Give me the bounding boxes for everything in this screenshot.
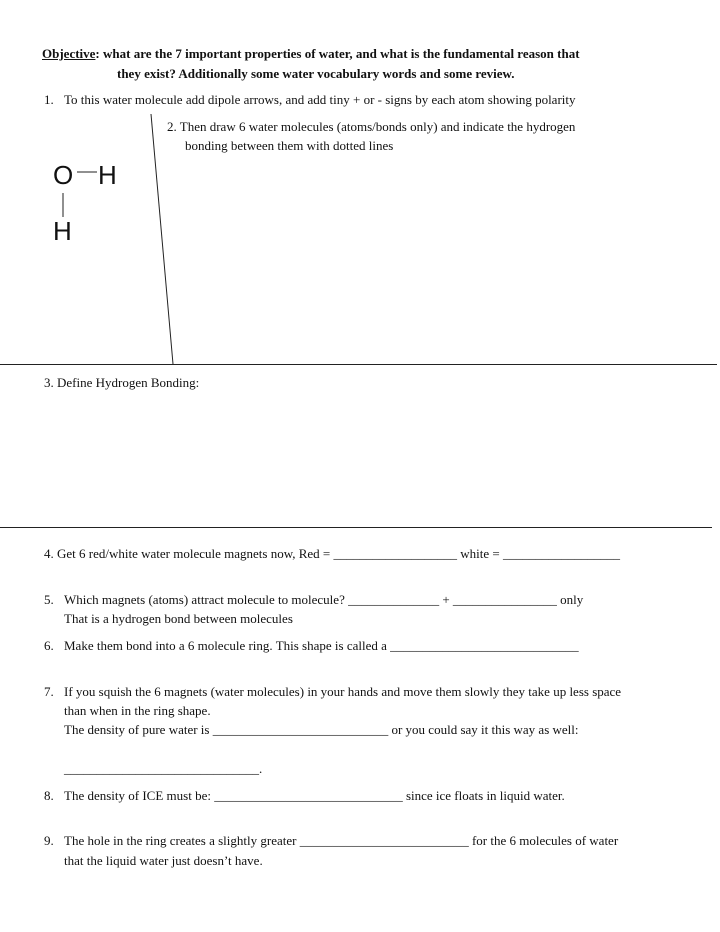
section-divider-1: [0, 364, 717, 365]
question-8-text: The density of ICE must be: _____________________________ since ice floats in liquid water.: [64, 788, 565, 803]
question-3-text: 3. Define Hydrogen Bonding:: [44, 375, 200, 390]
question-7-line-2: than when in the ring shape.: [64, 703, 211, 718]
question-6-number: 6.: [44, 638, 54, 653]
question-2-line-1: 2. Then draw 6 water molecules (atoms/bonds only) and indicate the hydrogen: [167, 119, 576, 134]
question-7-line-1: If you squish the 6 magnets (water molecules) in your hands and move them slowly they take up less space: [64, 684, 622, 699]
question-1-text: To this water molecule add dipole arrows, and add tiny + or - signs by each atom showing polarity: [64, 92, 576, 107]
section-divider-2: [0, 527, 712, 528]
hydrogen-atom-right: H: [98, 160, 117, 190]
question-6-text: Make them bond into a 6 molecule ring. This shape is called a _____________________________: [64, 638, 579, 653]
question-7-line-3: The density of pure water is ___________________________ or you could say it this way as well:: [64, 722, 579, 737]
objective-label: Objective: [42, 46, 96, 61]
question-5-line-1: Which magnets (atoms) attract molecule to molecule? ______________ + ________________ only: [64, 592, 584, 607]
objective-line-2: they exist? Additionally some water vocabulary words and some review.: [117, 66, 515, 81]
question-5-line-2: That is a hydrogen bond between molecules: [64, 611, 293, 626]
question-1-number: 1.: [44, 92, 54, 107]
question-7-number: 7.: [44, 684, 54, 699]
objective-text-1: : what are the 7 important properties of water, and what is the fundamental reason that: [95, 46, 580, 61]
question-9-line-1: The hole in the ring creates a slightly greater __________________________ for the 6 molecules of water: [64, 833, 619, 848]
question-2-line-2: bonding between them with dotted lines: [185, 138, 394, 153]
question-8-number: 8.: [44, 788, 54, 803]
question-4-text: 4. Get 6 red/white water molecule magnets now, Red = ___________________ white = __________________: [44, 546, 620, 561]
oxygen-atom: O: [53, 160, 74, 190]
question-5-number: 5.: [44, 592, 54, 607]
question-7-line-4: ______________________________.: [64, 761, 263, 776]
question-9-number: 9.: [44, 833, 54, 848]
diagonal-divider: [151, 114, 173, 364]
question-9-line-2: that the liquid water just doesn’t have.: [64, 853, 263, 868]
hydrogen-atom-bottom: H: [53, 216, 72, 246]
